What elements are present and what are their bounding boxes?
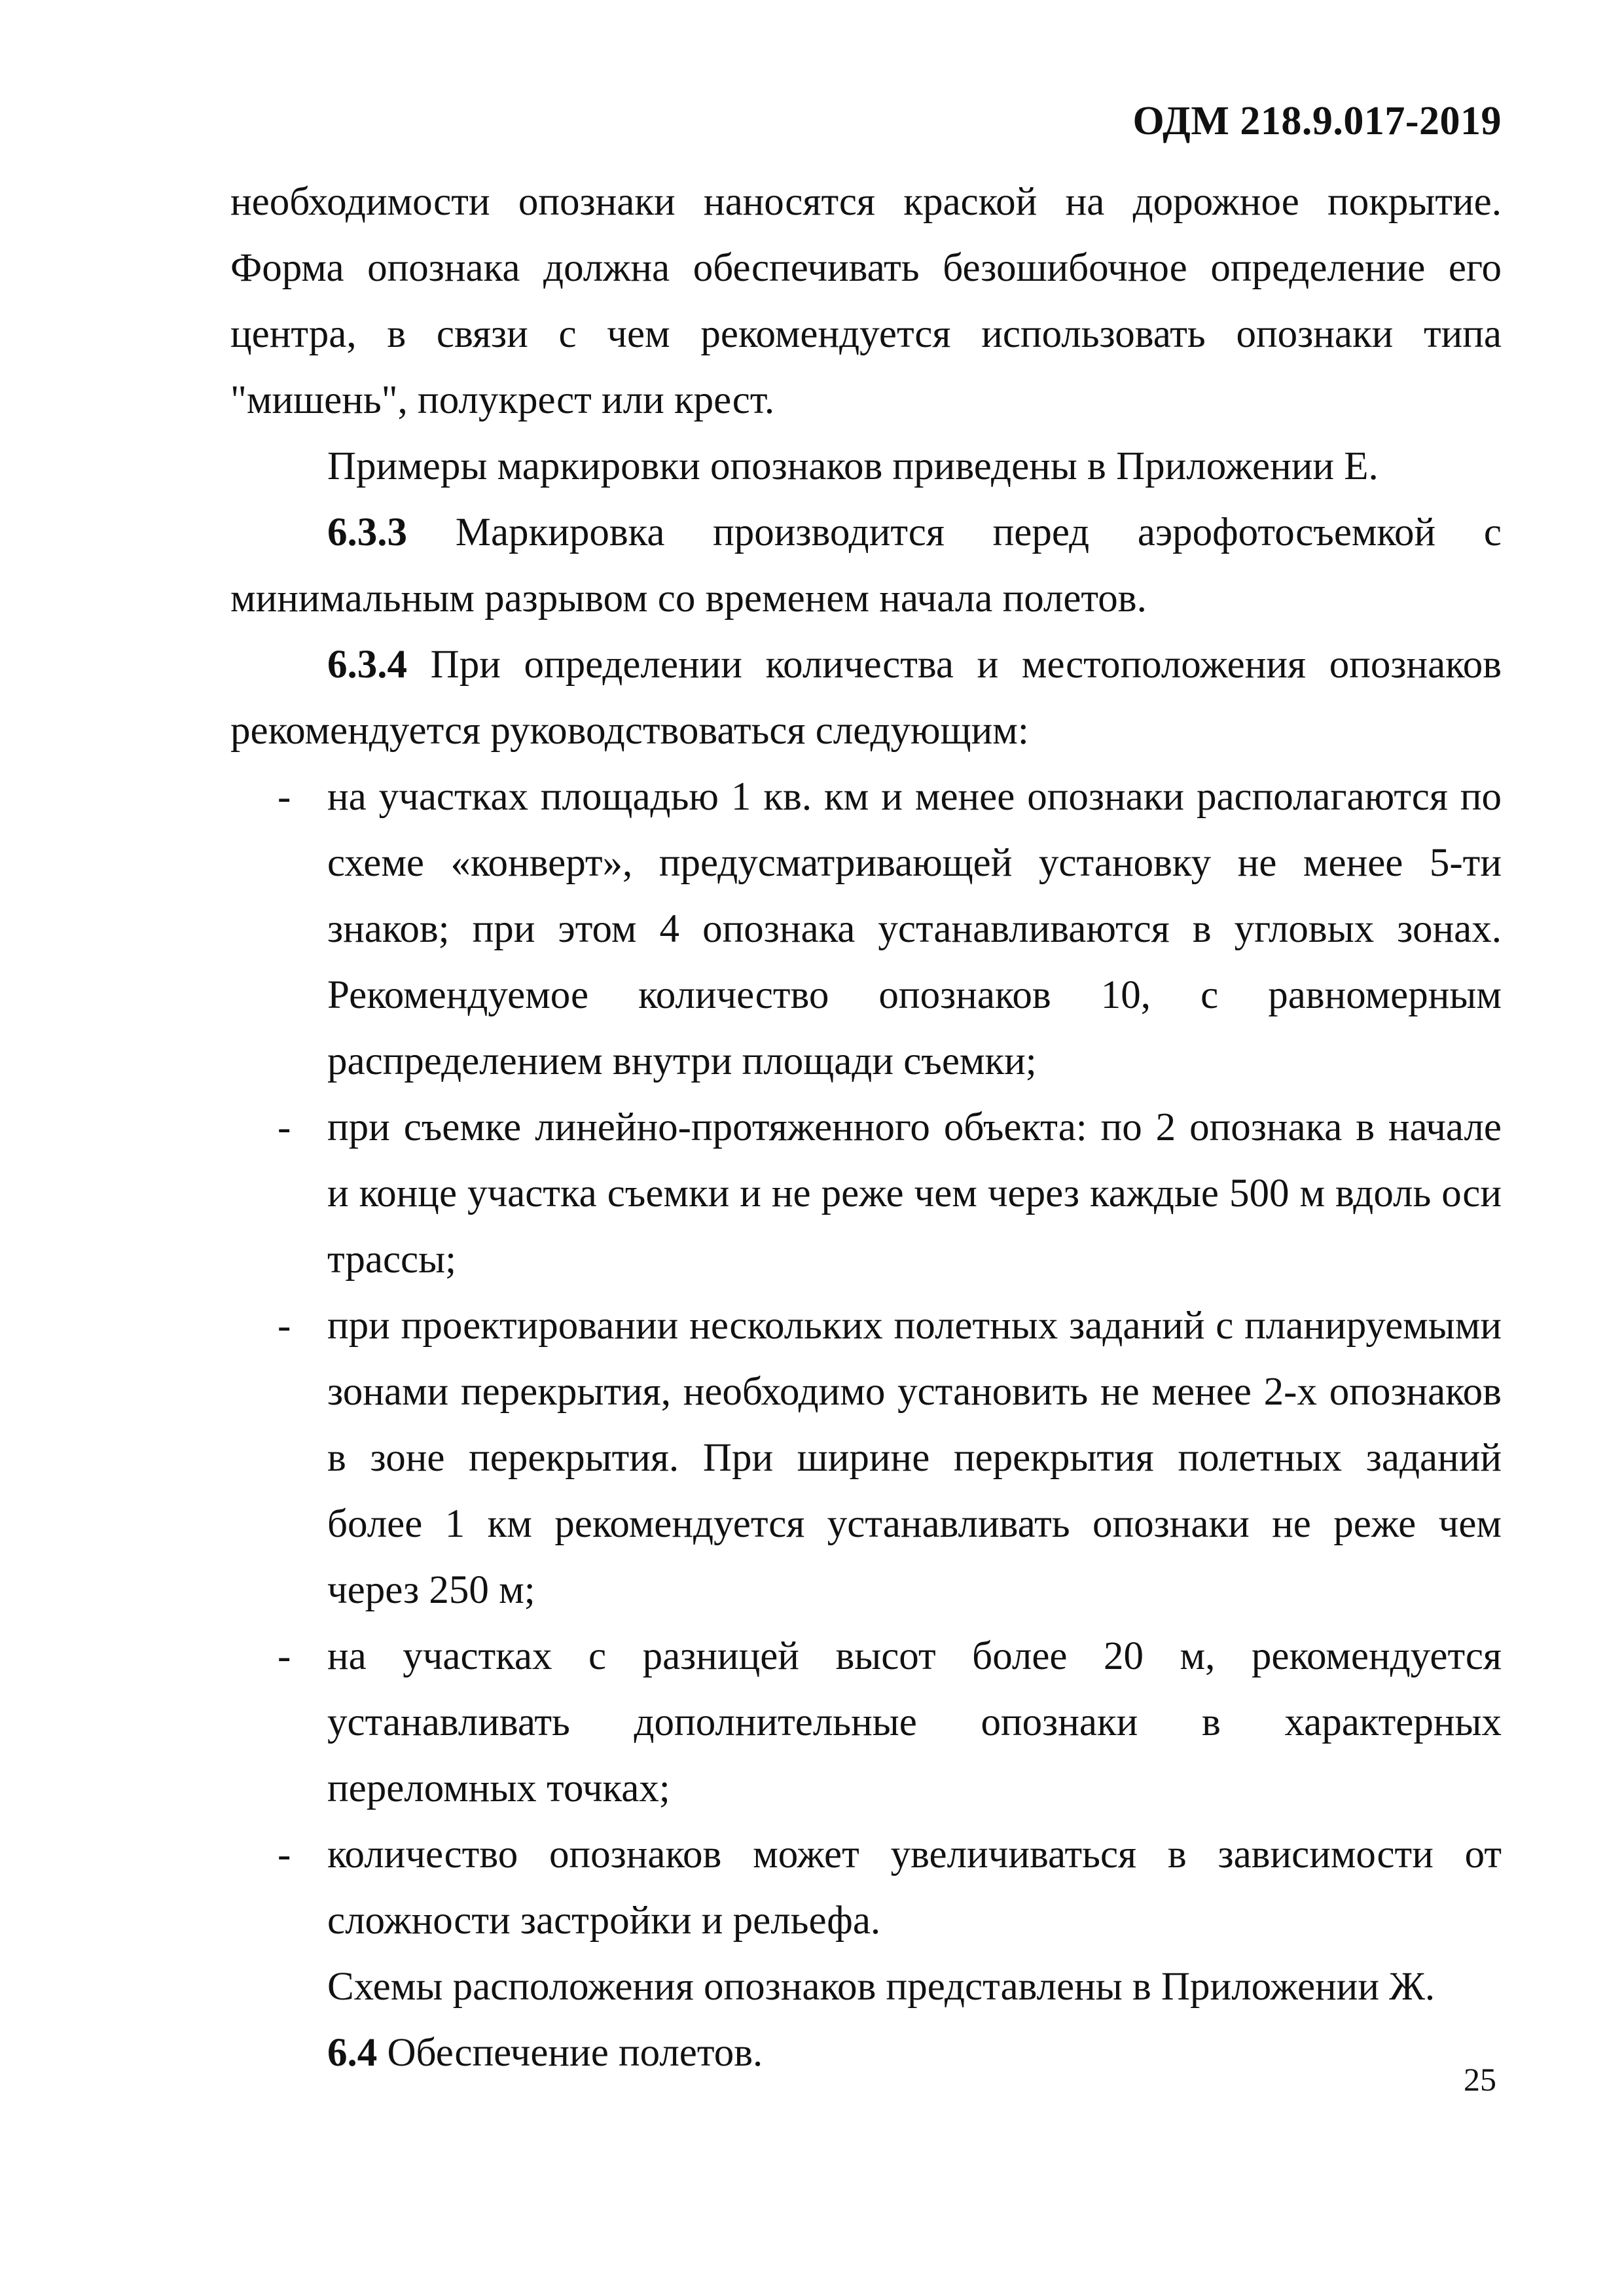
paragraph-marking-examples: Примеры маркировки опознаков приведены в Приложении Е. [327,444,1379,488]
list-item [230,1094,1502,1293]
section-text: Обеспечение полетов. [377,2031,763,2075]
list-item-text: при проектировании нескольких полетных заданий с планируемыми зонами перекрытия, необходимо установить не менее 2-х опознаков в зоне перекрытия. При ширине перекрытия полетных заданий более 1 км рекомендуется устанавливать опознаки не реже чем через 250 м; [327,1304,1502,1612]
section-text: Маркировка производится перед аэрофотосъемкой с минимальным разрывом со временем начала полетов. [230,511,1502,620]
recommendations-list [230,764,1502,1954]
list-dash: - [278,1634,291,1678]
section-number: 6.3.4 [327,643,407,687]
list-dash: - [278,1105,291,1149]
list-item-text: на участках площадью 1 кв. км и менее опознаки располагаются по схеме «конверт», предусматривающей установку не менее 5-ти знаков; при этом 4 опознака устанавливаются в угловых зонах. Рекомендуемое количество опознаков 10, с равномерным распределением внутри площади съемки; [327,775,1502,1083]
list-item-text: количество опознаков может увеличиваться в зависимости от сложности застройки и рельефа. [327,1833,1502,1943]
paragraph-marking-form: необходимости опознаки наносятся краской на дорожное покрытие. Форма опознака должна обеспечивать безошибочное определение его центра, в связи с чем рекомендуется использовать опознаки типа "мишень", полукрест или крест. [230,180,1502,422]
section-6-4 [230,2020,1502,2086]
list-item [230,1821,1502,1954]
list-dash: - [278,1304,291,1348]
section-6-3-3 [230,499,1502,632]
document-code: ОДМ 218.9.017-2019 [1132,99,1502,143]
section-number: 6.4 [327,2031,378,2075]
list-item [230,1293,1502,1623]
section-number: 6.3.3 [327,511,407,554]
section-text: При определении количества и местоположения опознаков рекомендуется руководствоваться следующим: [230,643,1502,753]
document-body [230,169,1502,2086]
list-item [230,764,1502,1094]
list-item [230,1623,1502,1821]
paragraph-layout-schemes: Схемы расположения опознаков представлены в Приложении Ж. [327,1965,1435,2009]
list-item-text: при съемке линейно-протяженного объекта: по 2 опознака в начале и конце участка съемки и не реже чем через каждые 500 м вдоль оси трассы; [327,1105,1502,1282]
section-6-3-4 [230,632,1502,764]
list-dash: - [278,775,291,819]
page-number: 25 [1464,2061,1496,2098]
list-dash: - [278,1833,291,1876]
list-item-text: на участках с разницей высот более 20 м, рекомендуется устанавливать дополнительные опознаки в характерных переломных точках; [327,1634,1502,1810]
